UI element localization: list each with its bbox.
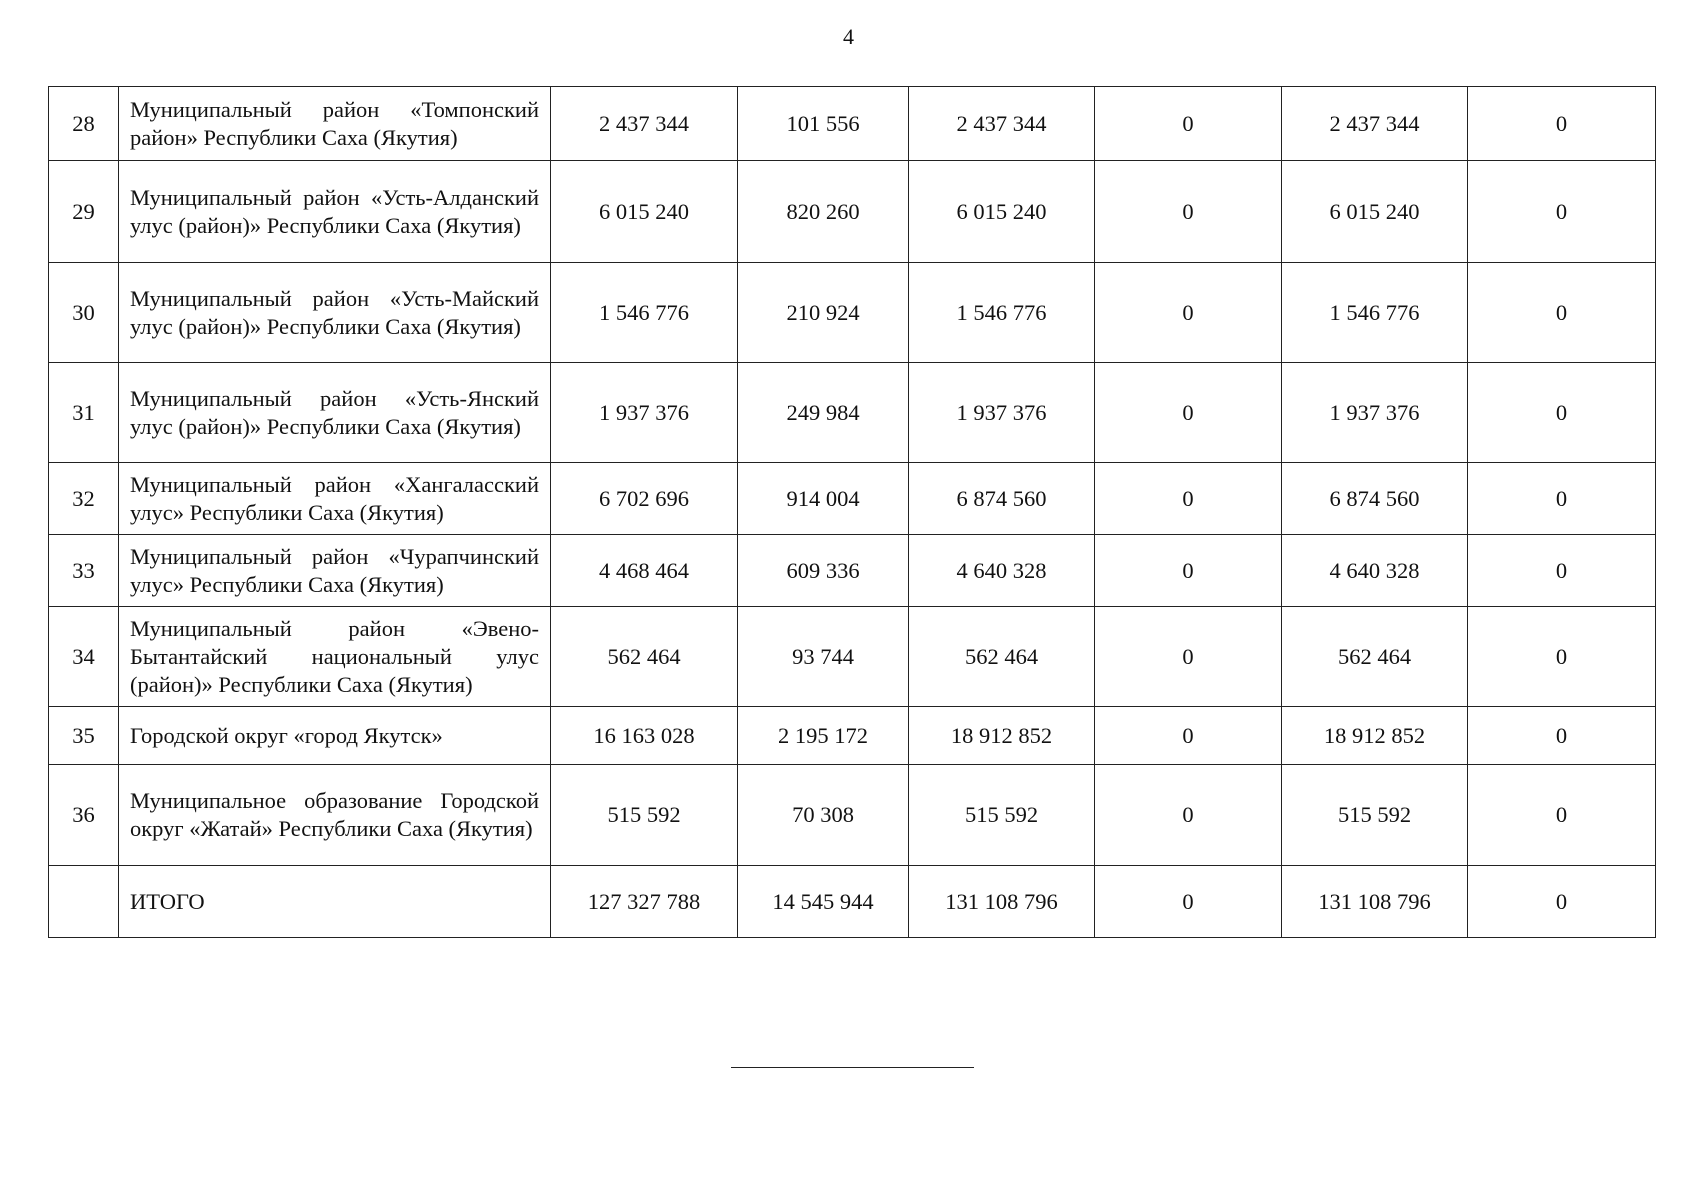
total-value-cell: 127 327 788	[551, 866, 738, 938]
municipality-name: Муниципальный район «Чурапчинский улус» Республики Саха (Якутия)	[119, 535, 551, 607]
value-cell: 0	[1468, 607, 1656, 707]
row-number: 31	[49, 363, 119, 463]
value-cell: 93 744	[738, 607, 909, 707]
value-cell: 0	[1095, 707, 1282, 765]
table-row	[49, 607, 1656, 707]
table-row	[49, 161, 1656, 263]
end-of-document-line	[731, 1067, 974, 1068]
value-cell: 0	[1095, 161, 1282, 263]
total-value-cell: 131 108 796	[1282, 866, 1468, 938]
table-body	[49, 87, 1656, 938]
row-number	[49, 866, 119, 938]
value-cell: 4 640 328	[1282, 535, 1468, 607]
value-cell: 101 556	[738, 87, 909, 161]
table-row	[49, 87, 1656, 161]
value-cell: 0	[1468, 463, 1656, 535]
municipality-name: Муниципальный район «Эвено-Бытантайский национальный улус (район)» Республики Саха (Якутия)	[119, 607, 551, 707]
value-cell: 0	[1468, 765, 1656, 866]
row-number: 28	[49, 87, 119, 161]
value-cell: 249 984	[738, 363, 909, 463]
municipality-name: Муниципальный район «Усть-Майский улус (район)» Республики Саха (Якутия)	[119, 263, 551, 363]
value-cell: 6 874 560	[1282, 463, 1468, 535]
value-cell: 6 015 240	[551, 161, 738, 263]
value-cell: 1 937 376	[909, 363, 1095, 463]
row-number: 29	[49, 161, 119, 263]
value-cell: 1 546 776	[1282, 263, 1468, 363]
table-row	[49, 263, 1656, 363]
value-cell: 70 308	[738, 765, 909, 866]
municipality-name: Муниципальный район «Усть-Алданский улус (район)» Республики Саха (Якутия)	[119, 161, 551, 263]
value-cell: 515 592	[909, 765, 1095, 866]
value-cell: 1 937 376	[1282, 363, 1468, 463]
value-cell: 562 464	[1282, 607, 1468, 707]
total-value-cell: 131 108 796	[909, 866, 1095, 938]
total-label: ИТОГО	[119, 866, 551, 938]
table-row	[49, 463, 1656, 535]
municipality-name: Муниципальный район «Хангаласский улус» Республики Саха (Якутия)	[119, 463, 551, 535]
value-cell: 0	[1468, 535, 1656, 607]
value-cell: 1 937 376	[551, 363, 738, 463]
total-row	[49, 866, 1656, 938]
total-value-cell: 14 545 944	[738, 866, 909, 938]
row-number: 32	[49, 463, 119, 535]
value-cell: 2 437 344	[909, 87, 1095, 161]
municipality-name: Городской округ «город Якутск»	[119, 707, 551, 765]
value-cell: 0	[1095, 607, 1282, 707]
row-number: 36	[49, 765, 119, 866]
value-cell: 2 437 344	[1282, 87, 1468, 161]
value-cell: 6 015 240	[1282, 161, 1468, 263]
value-cell: 18 912 852	[909, 707, 1095, 765]
table-row	[49, 535, 1656, 607]
row-number: 35	[49, 707, 119, 765]
value-cell: 1 546 776	[551, 263, 738, 363]
value-cell: 0	[1095, 87, 1282, 161]
value-cell: 2 437 344	[551, 87, 738, 161]
value-cell: 914 004	[738, 463, 909, 535]
value-cell: 210 924	[738, 263, 909, 363]
value-cell: 0	[1468, 707, 1656, 765]
table-row	[49, 765, 1656, 866]
total-value-cell: 0	[1095, 866, 1282, 938]
value-cell: 0	[1095, 535, 1282, 607]
table-row	[49, 707, 1656, 765]
value-cell: 4 640 328	[909, 535, 1095, 607]
value-cell: 0	[1095, 363, 1282, 463]
table-row	[49, 363, 1656, 463]
budget-table	[48, 86, 1656, 938]
value-cell: 515 592	[551, 765, 738, 866]
value-cell: 0	[1468, 87, 1656, 161]
municipality-name: Муниципальный район «Усть-Янский улус (район)» Республики Саха (Якутия)	[119, 363, 551, 463]
value-cell: 2 195 172	[738, 707, 909, 765]
row-number: 34	[49, 607, 119, 707]
value-cell: 515 592	[1282, 765, 1468, 866]
value-cell: 0	[1095, 765, 1282, 866]
value-cell: 562 464	[551, 607, 738, 707]
value-cell: 820 260	[738, 161, 909, 263]
value-cell: 18 912 852	[1282, 707, 1468, 765]
value-cell: 0	[1468, 161, 1656, 263]
page-number: 4	[843, 24, 854, 49]
value-cell: 0	[1468, 263, 1656, 363]
value-cell: 0	[1468, 363, 1656, 463]
value-cell: 16 163 028	[551, 707, 738, 765]
municipality-name: Муниципальное образование Городской округ «Жатай» Республики Саха (Якутия)	[119, 765, 551, 866]
value-cell: 6 015 240	[909, 161, 1095, 263]
row-number: 33	[49, 535, 119, 607]
value-cell: 1 546 776	[909, 263, 1095, 363]
value-cell: 609 336	[738, 535, 909, 607]
total-value-cell: 0	[1468, 866, 1656, 938]
value-cell: 6 874 560	[909, 463, 1095, 535]
municipality-name: Муниципальный район «Томпонский район» Республики Саха (Якутия)	[119, 87, 551, 161]
value-cell: 6 702 696	[551, 463, 738, 535]
value-cell: 562 464	[909, 607, 1095, 707]
value-cell: 0	[1095, 263, 1282, 363]
value-cell: 0	[1095, 463, 1282, 535]
row-number: 30	[49, 263, 119, 363]
value-cell: 4 468 464	[551, 535, 738, 607]
